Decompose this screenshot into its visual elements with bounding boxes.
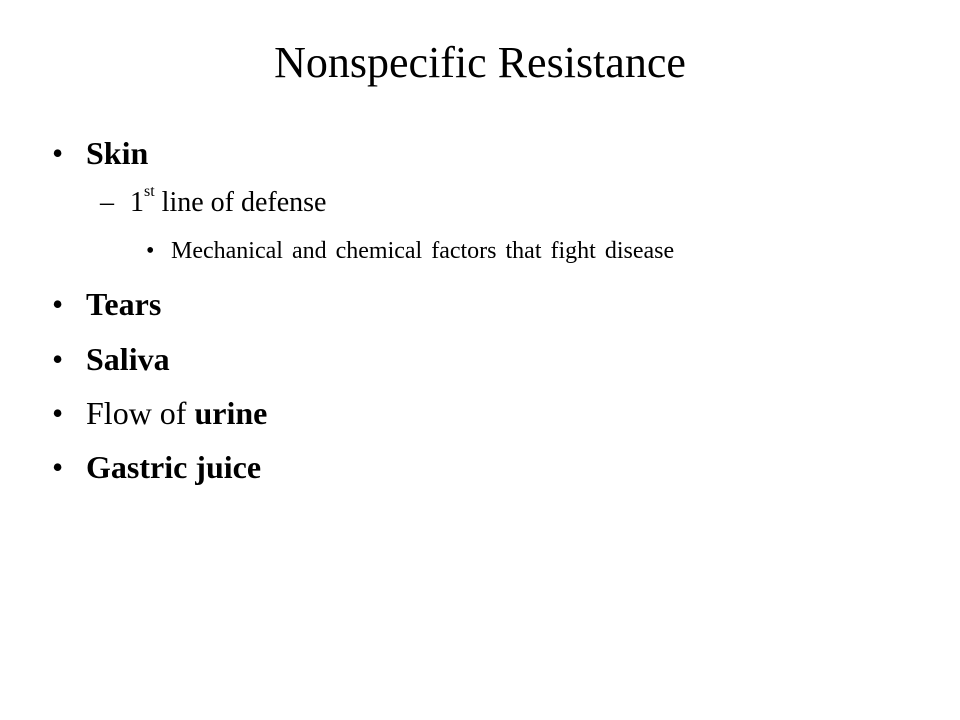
bullet-marker: • — [52, 341, 64, 377]
bullet-text: Skin — [86, 135, 149, 171]
bullet-marker: • — [52, 286, 64, 322]
bullet-text: Tears — [86, 286, 162, 322]
bullet-text: Saliva — [86, 341, 170, 377]
dash-marker: – — [100, 187, 114, 218]
bullet-marker: • — [52, 135, 64, 171]
sub-bullet-text: 1st line of defense — [130, 183, 327, 218]
bullet-marker: • — [52, 395, 64, 431]
bullet-text: Gastric juice — [86, 449, 262, 485]
bullet-marker: • — [146, 238, 155, 264]
ordinal-suffix: st — [144, 183, 155, 200]
slide-title: Nonspecific Resistance — [274, 38, 686, 87]
bullet-marker: • — [52, 449, 64, 485]
sub-sub-bullet-text: Mechanical and chemical factors that fight disease — [171, 238, 675, 264]
bullet-text: Flow of urine — [86, 395, 268, 431]
